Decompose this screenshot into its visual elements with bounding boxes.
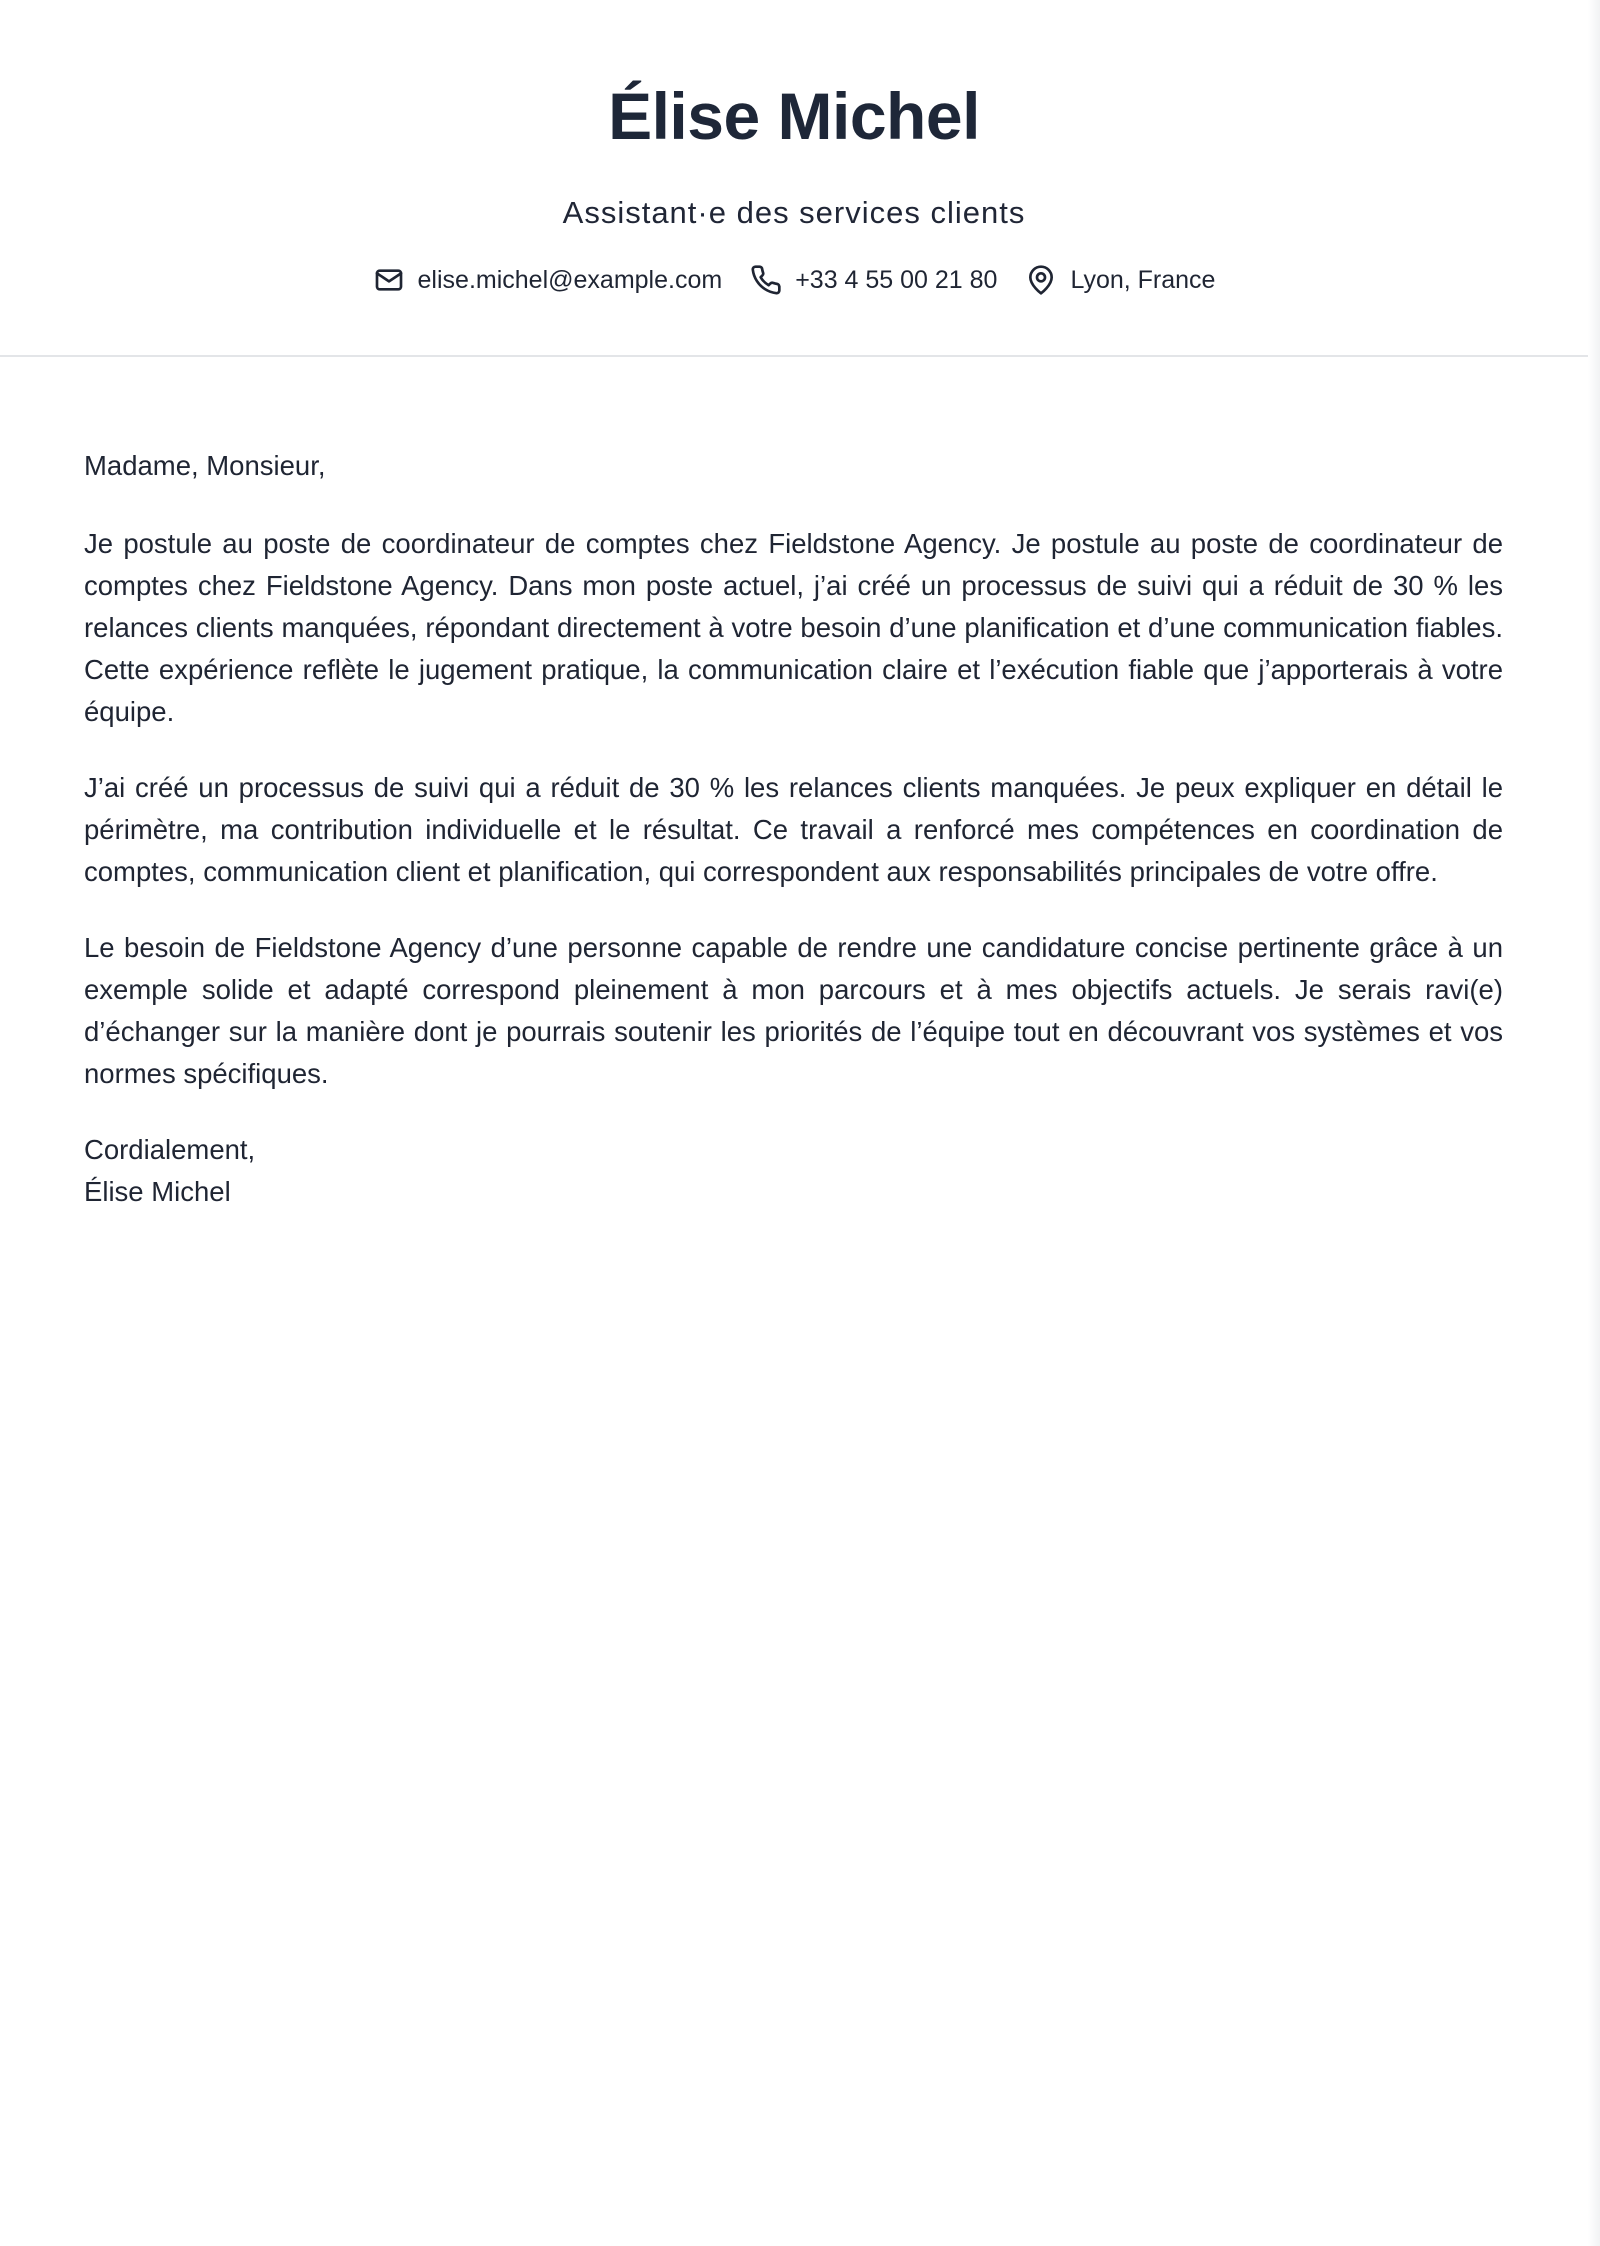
closing: Cordialement,	[84, 1134, 256, 1165]
paragraph-2: J’ai créé un processus de suivi qui a réduit de 30 % les relances clients manquées. Je peux expliquer en détail le périmètre, ma contribution individuelle et le résultat. Ce travail a renforcé mes compétences en coordination de comptes, communication client et planification, qui correspondent aux responsabilités principales de votre offre.	[84, 772, 1503, 887]
contact-info	[0, 262, 1588, 298]
phone-text: +33 4 55 00 21 80	[795, 266, 998, 294]
signature: Élise Michel	[84, 1176, 231, 1207]
map-pin-icon	[1025, 264, 1057, 296]
applicant-name: Élise Michel	[608, 79, 980, 153]
email-text: elise.michel@example.com	[417, 266, 723, 294]
contact-email[interactable]	[373, 262, 723, 298]
salutation: Madame, Monsieur,	[84, 450, 326, 481]
location-text: Lyon, France	[1070, 266, 1216, 294]
paragraph-1: Je postule au poste de coordinateur de comptes chez Fieldstone Agency. Je postule au poste de coordinateur de comptes chez Fieldstone Agency. Dans mon poste actuel, j’ai créé un processus de suivi qui a réduit de 30 % les relances clients manquées, répondant directement à votre besoin d’une planification et d’une communication fiables. Cette expérience reflète le jugement pratique, la communication claire et l’exécution fiable que j’apporterais à votre équipe.	[84, 528, 1503, 727]
mail-icon	[373, 264, 405, 296]
letter-body	[0, 357, 1588, 1213]
job-title: Assistant·e des services clients	[562, 195, 1026, 230]
page-edge-shadow	[1588, 0, 1600, 2246]
contact-location	[1025, 262, 1215, 298]
phone-icon	[750, 264, 782, 296]
paragraph-3: Le besoin de Fieldstone Agency d’une personne capable de rendre une candidature concise pertinente grâce à un exemple solide et adapté correspond pleinement à mon parcours et à mes objectifs actuels. Je serais ravi(e) d’échanger sur la manière dont je pourrais soutenir les priorités de l’équipe tout en découvrant vos systèmes et vos normes spécifiques.	[84, 932, 1503, 1089]
letter-header	[0, 0, 1588, 357]
contact-phone[interactable]	[750, 262, 997, 298]
